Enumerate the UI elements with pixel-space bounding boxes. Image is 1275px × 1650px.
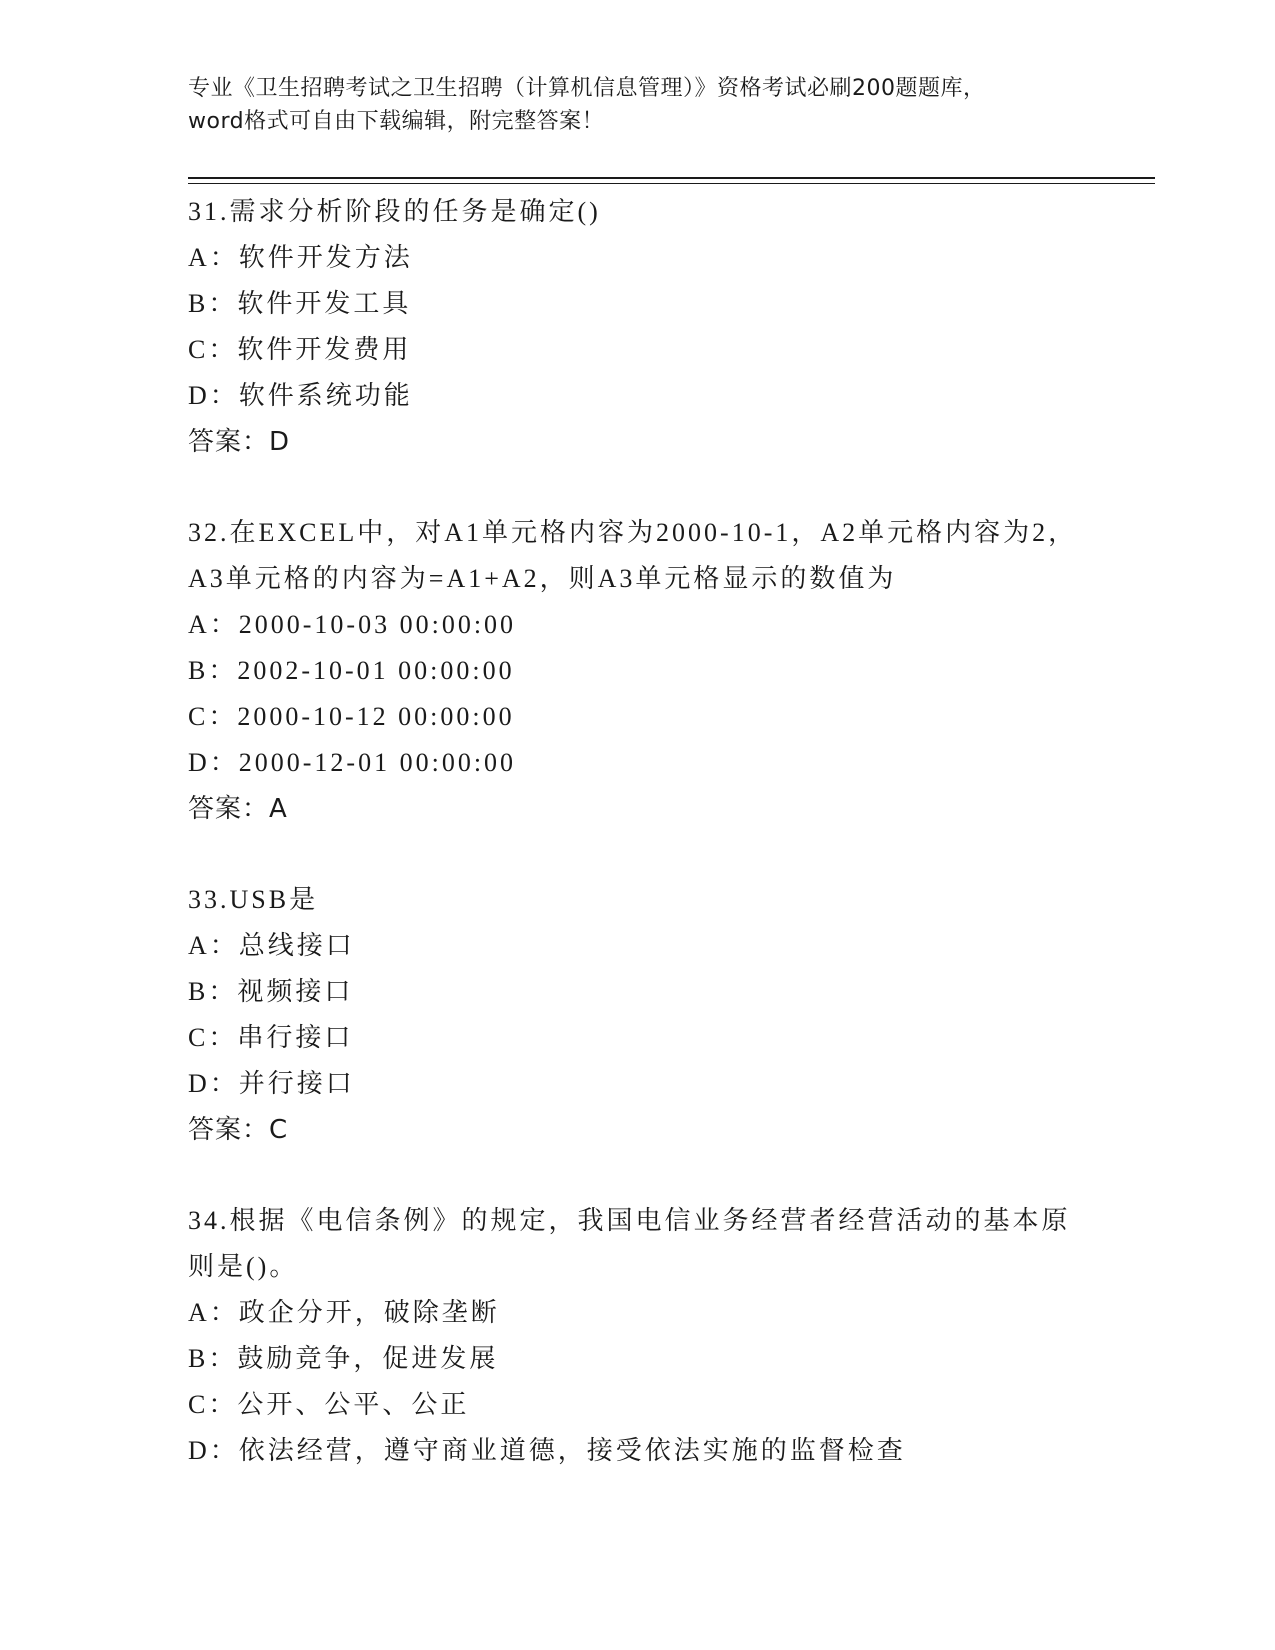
option-a: A：软件开发方法 bbox=[188, 243, 413, 272]
question-text-continued: 则是()。 bbox=[188, 1252, 299, 1281]
header-title-line-2: word格式可自由下载编辑，附完整答案！ bbox=[188, 109, 605, 134]
option-b: B：视频接口 bbox=[188, 977, 354, 1006]
option-a: A：2000-10-03 00:00:00 bbox=[188, 610, 517, 639]
header-divider-thin bbox=[188, 183, 1155, 184]
option-c: C：公开、公平、公正 bbox=[188, 1390, 470, 1419]
question-text: 34.根据《电信条例》的规定，我国电信业务经营者经营活动的基本原 bbox=[188, 1206, 1071, 1235]
option-b: B：鼓励竞争，促进发展 bbox=[188, 1344, 499, 1373]
question-text-continued: A3单元格的内容为=A1+A2，则A3单元格显示的数值为 bbox=[188, 564, 897, 593]
document-header bbox=[188, 72, 1088, 138]
option-d: D：软件系统功能 bbox=[188, 381, 413, 410]
option-a: A：政企分开，破除垄断 bbox=[188, 1298, 500, 1327]
option-a: A：总线接口 bbox=[188, 931, 355, 960]
answer-label: 答案：D bbox=[188, 427, 291, 457]
option-b: B：2002-10-01 00:00:00 bbox=[188, 656, 515, 685]
answer-label: 答案：C bbox=[188, 1115, 289, 1145]
option-d: D：并行接口 bbox=[188, 1069, 355, 1098]
question-text: 32.在EXCEL中，对A1单元格内容为2000-10-1，A2单元格内容为2， bbox=[188, 518, 1078, 547]
option-c: C：串行接口 bbox=[188, 1023, 354, 1052]
question-32 bbox=[188, 510, 1088, 832]
header-divider-thick bbox=[188, 177, 1155, 179]
option-d: D：2000-12-01 00:00:00 bbox=[188, 748, 517, 777]
question-31 bbox=[188, 189, 1088, 465]
question-text: 31.需求分析阶段的任务是确定() bbox=[188, 197, 601, 226]
option-c: C：2000-10-12 00:00:00 bbox=[188, 702, 515, 731]
option-d: D：依法经营，遵守商业道德，接受依法实施的监督检查 bbox=[188, 1436, 906, 1465]
question-text: 33.USB是 bbox=[188, 885, 319, 914]
question-34 bbox=[188, 1198, 1088, 1474]
option-c: C：软件开发费用 bbox=[188, 335, 412, 364]
question-list bbox=[188, 189, 1088, 1519]
header-title-line-1: 专业《卫生招聘考试之卫生招聘（计算机信息管理）》资格考试必刷200题题库， bbox=[188, 76, 986, 101]
question-33 bbox=[188, 877, 1088, 1153]
option-b: B：软件开发工具 bbox=[188, 289, 412, 318]
answer-label: 答案：A bbox=[188, 794, 288, 824]
